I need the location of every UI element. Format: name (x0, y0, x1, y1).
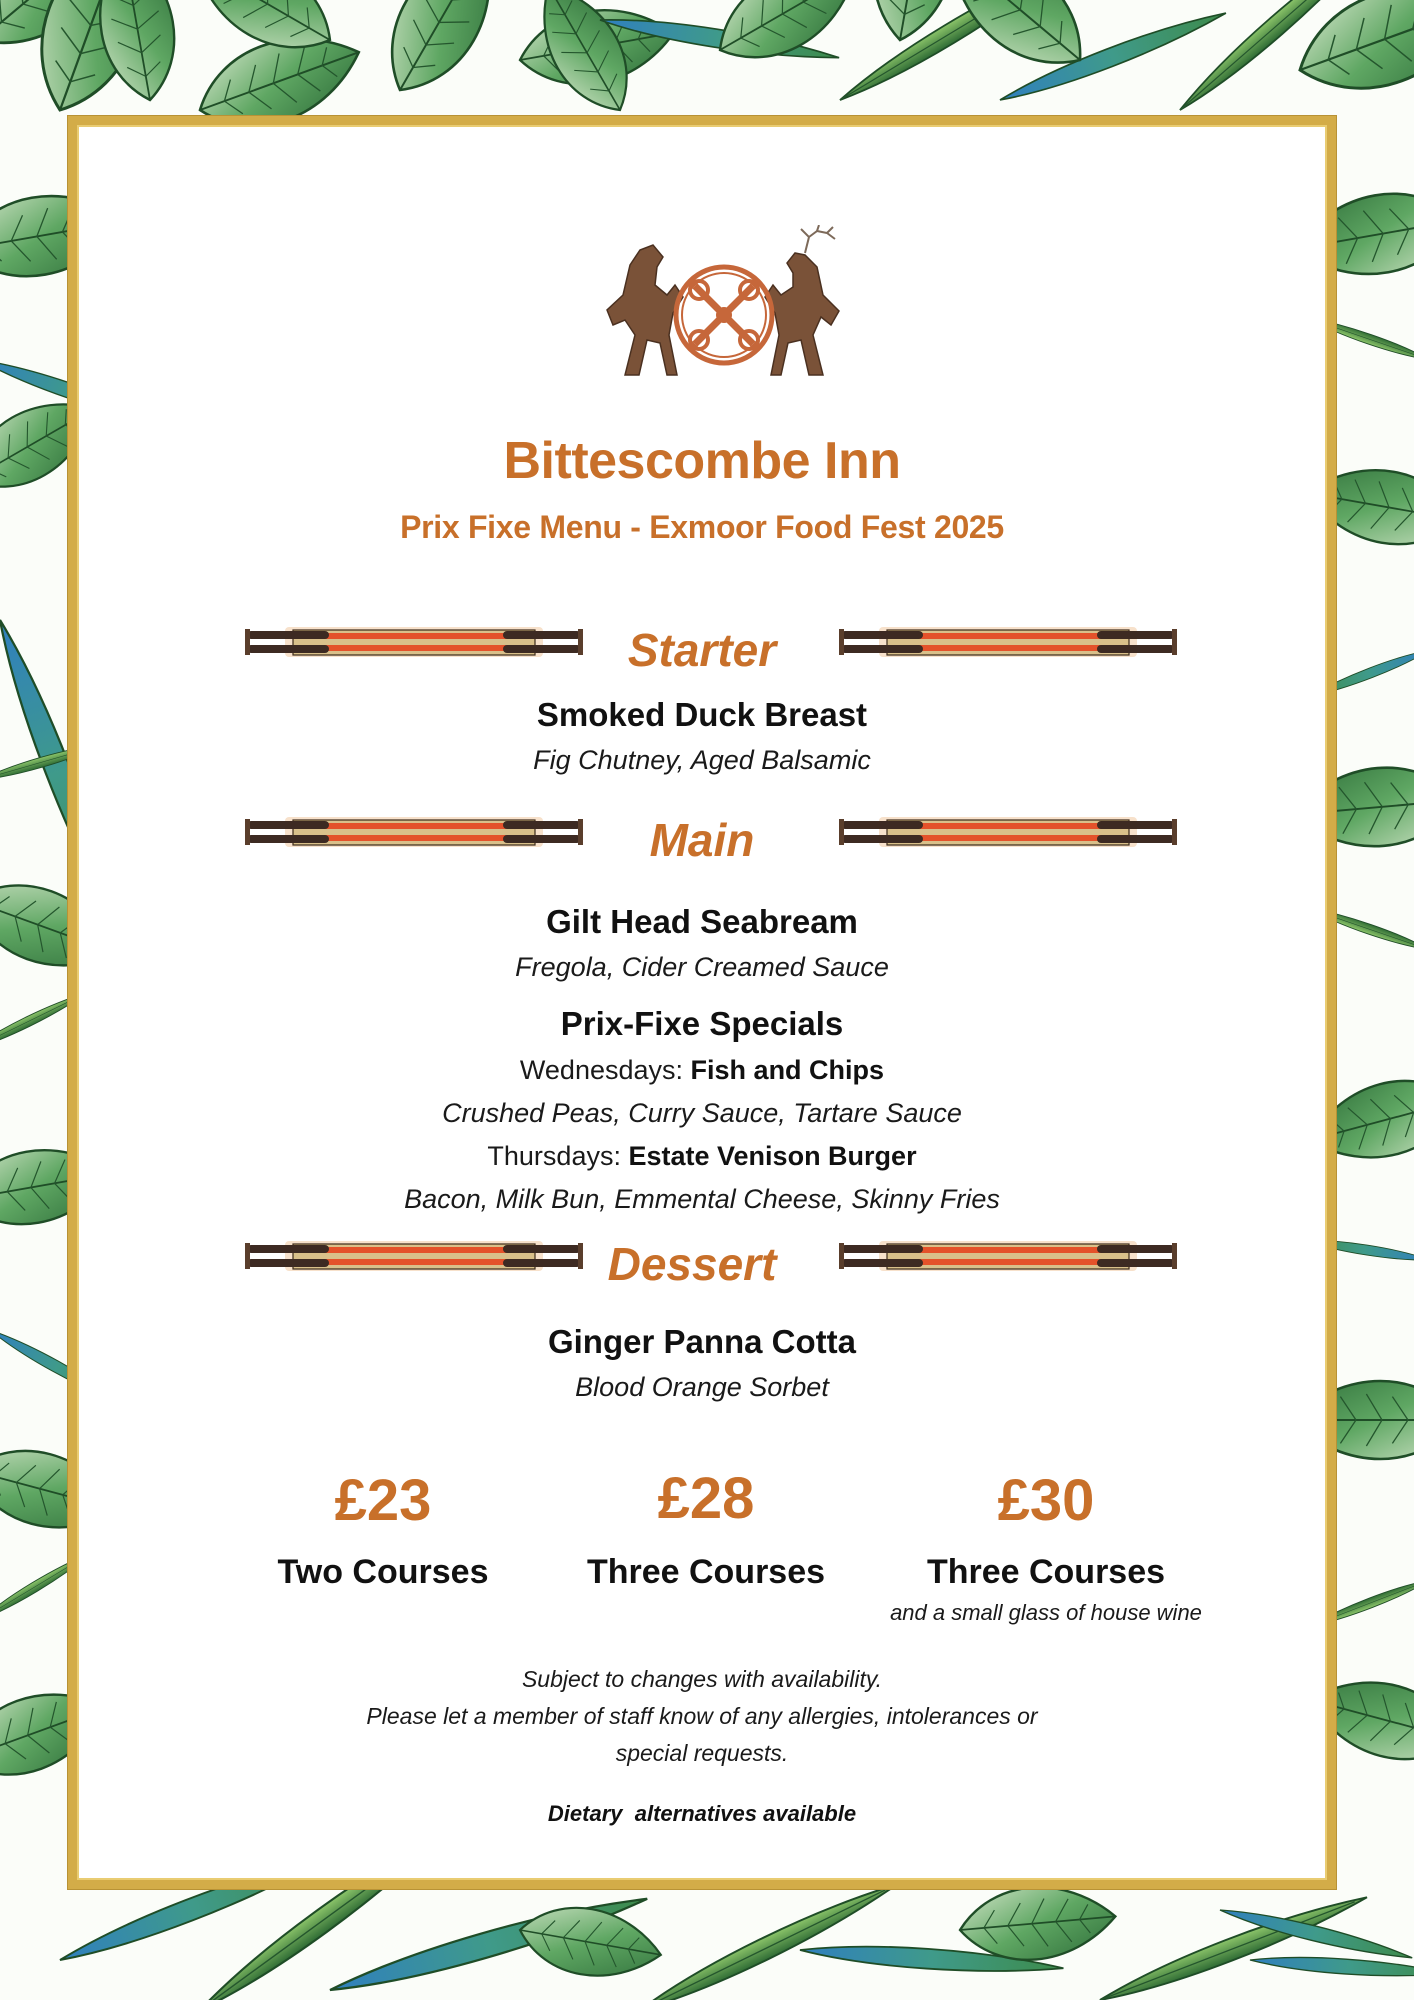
price-three-courses: £28 (657, 1466, 755, 1531)
special-wednesday-description: Crushed Peas, Curry Sauce, Tartare Sauce (442, 1098, 962, 1128)
starter-dish-description: Fig Chutney, Aged Balsamic (533, 745, 871, 775)
starter-dish-name: Smoked Duck Breast (536, 696, 868, 733)
special-day: Wednesdays: (519, 1055, 684, 1085)
specials-heading: Prix-Fixe Specials (560, 1005, 844, 1042)
horse-and-stag-crest-icon (595, 225, 853, 390)
price-three-courses-wine: £30 (997, 1468, 1095, 1533)
strap-divider-icon (839, 1235, 1177, 1277)
menu-content (77, 125, 1327, 1880)
price-label-three-courses: Three Courses (586, 1553, 826, 1591)
menu-subtitle: Prix Fixe Menu - Exmoor Food Fest 2025 (400, 509, 1004, 545)
dessert-dish-description: Blood Orange Sorbet (575, 1372, 829, 1402)
section-title-starter: Starter (627, 624, 777, 676)
note-line: special requests. (615, 1740, 789, 1766)
house-wine-note: and a small glass of house wine (890, 1600, 1202, 1625)
special-dish-name: Estate Venison Burger (628, 1141, 917, 1171)
special-thursday (77, 1141, 1327, 1172)
availability-note (77, 1661, 1327, 1772)
section-header-dessert (77, 1235, 1327, 1295)
strap-divider-icon (839, 621, 1177, 663)
dietary-alternatives-note: Dietary alternatives available (547, 1801, 857, 1826)
main-dish-name: Gilt Head Seabream (546, 903, 858, 940)
special-thursday-description: Bacon, Milk Bun, Emmental Cheese, Skinny Fries (404, 1184, 1000, 1214)
price-two-courses: £23 (334, 1468, 432, 1533)
section-title-main: Main (649, 814, 755, 866)
note-line: Subject to changes with availability. (521, 1666, 883, 1692)
section-header-main (77, 811, 1327, 871)
price-label-two-courses: Two Courses (277, 1553, 489, 1591)
price-label-three-courses-wine: Three Courses (926, 1553, 1166, 1591)
restaurant-name: Bittescombe Inn (503, 432, 901, 490)
strap-divider-icon (839, 811, 1177, 853)
dessert-dish-name: Ginger Panna Cotta (547, 1323, 857, 1360)
menu-card-frame (68, 116, 1336, 1889)
main-dish-description: Fregola, Cider Creamed Sauce (515, 952, 889, 982)
section-header-starter (77, 621, 1327, 681)
special-dish-name: Fish and Chips (690, 1055, 885, 1085)
special-wednesday (77, 1055, 1327, 1086)
note-line: Please let a member of staff know of any allergies, intolerances or (366, 1703, 1038, 1729)
special-day: Thursdays: (487, 1141, 621, 1171)
section-title-dessert: Dessert (607, 1238, 777, 1290)
